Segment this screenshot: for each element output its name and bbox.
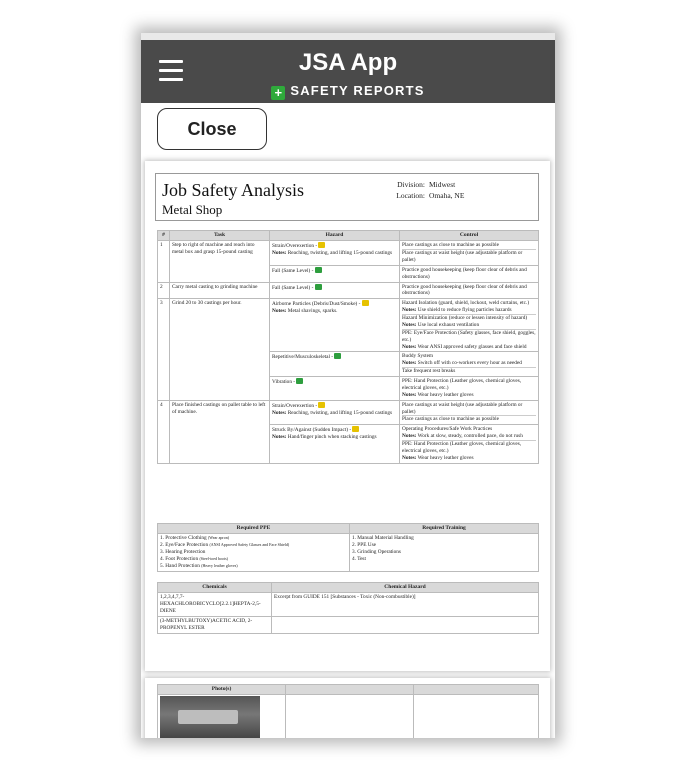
division-row: Division: Midwest [397, 180, 456, 189]
brand-text: SAFETY REPORTS [290, 83, 425, 98]
col-header: Chemical Hazard [272, 583, 539, 593]
table-row: 4 Place finished castings on pallet table to left of machine. Strain/Overexertion - Notes: Reaching, twisting, and lifting 15-pound castings Place castings at waist height (use adjustable platform or pallet) Place castings as close to machine as possible [158, 400, 539, 425]
document-title: Job Safety Analysis [162, 180, 304, 200]
app-title: JSA App [298, 49, 398, 76]
risk-badge [334, 353, 341, 359]
location-row: Location: Omaha, NE [396, 191, 465, 200]
col-header: Chemicals [158, 583, 272, 593]
list-item: 4. Foot Protection (Steel-toed boots) [160, 555, 228, 562]
brand-logo [141, 83, 555, 100]
table-row: Repetitive/Musculoskeletal - Buddy System Notes: Switch off with co-workers every hour as needed Take frequent rest breaks [158, 352, 539, 377]
table-row: (3-METHYLBUTOXY)ACETIC ACID, 2-PROPENYL ESTER [158, 616, 539, 633]
table-row: 2 Carry metal casting to grinding machine Fall (Same Level) - Practice good housekeeping (keep floor clear of debris and obstructions) [158, 282, 539, 299]
list-item: 4. Test [352, 555, 366, 562]
table-row: Fall (Same Level) - Practice good housekeeping (keep floor clear of debris and obstructions) [158, 265, 539, 282]
document-header [155, 173, 539, 221]
photo-thumbnail[interactable] [160, 696, 260, 738]
table-row: 1 Step to right of machine and reach into metal box and grasp 15-pound casting Strain/Overexertion - Notes: Reaching, twisting, and lifting 15-pound castings Place castings as close to machine as possible Place castings at waist height (use adjustable platform or pallet) [158, 241, 539, 266]
status-bar [141, 33, 555, 40]
photos-table [157, 684, 539, 738]
phone-screen [141, 33, 555, 738]
app-header [141, 40, 555, 103]
risk-badge [315, 284, 322, 290]
document-page [145, 678, 550, 738]
table-row: Vibration - PPE: Hand Protection (Leather gloves, chemical gloves, electrical gloves, etc.) Notes: Wear heavy leather gloves [158, 377, 539, 401]
list-item: 3. Hearing Protection [160, 548, 206, 555]
risk-badge [318, 242, 325, 248]
close-button[interactable]: Close [157, 108, 267, 150]
division-value: Midwest [429, 180, 456, 189]
jsa-table [157, 230, 539, 464]
location-value: Omaha, NE [429, 191, 465, 200]
col-header: Control [400, 231, 539, 241]
col-header: Task [170, 231, 270, 241]
list-item: 2. Eye/Face Protection (ANSI Approved Safety Glasses and Face Shield) [160, 542, 290, 549]
training-header: Required Training [350, 524, 539, 534]
list-item: 1. Protective Clothing (Wear apron) [160, 535, 230, 542]
document-page [145, 161, 550, 671]
table-row: 3 Grind 20 to 30 castings per hour. Airborne Particles (Debris/Dust/Smoke) - Notes: Metal shavings, sparks. Hazard Isolation (guard, shield, lockout, weld curtains, etc.) Notes: Use shield to reduce flying particles hazards Hazard Minimization (reduce or lessen intensity of hazard) Notes: Use local exhaust ventilation PPE: Eye/Face Protection (Safety glasses, face shield, goggles, etc.) Notes: Wear ANSI approved safety glasses and face shield [158, 299, 539, 352]
col-header: # [158, 231, 170, 241]
risk-badge [296, 378, 303, 384]
ppe-training-table [157, 523, 539, 572]
photos-header: Photo(s) [158, 685, 286, 695]
risk-badge [318, 402, 325, 408]
list-item: 3. Grinding Operations [352, 548, 401, 555]
plus-icon: + [271, 86, 285, 100]
risk-badge [362, 300, 369, 306]
document-subtitle: Metal Shop [162, 202, 223, 217]
list-item: 5. Hand Protection (Heavy leather gloves) [160, 562, 238, 569]
col-header: Hazard [270, 231, 400, 241]
table-row [158, 534, 539, 571]
table-row [158, 695, 539, 738]
table-row: 1,2,3,4,7,7-HEXACHLOROBICYCLO[2.2.1]HEPTA-2,5-DIENE Excerpt from GUIDE 151 [Substances - Toxic (Non-combustible)] [158, 593, 539, 617]
list-item: 2. PPE Use [352, 542, 376, 549]
risk-badge [352, 426, 359, 432]
risk-badge [315, 267, 322, 273]
ppe-header: Required PPE [158, 524, 350, 534]
list-item: 1. Manual Material Handling [352, 535, 414, 542]
chemicals-table [157, 582, 539, 634]
table-row: Struck By/Against (Sudden Impact) - Notes: Hand/finger pinch when stacking castings Operating Procedures/Safe Work Practices Notes: Work at slow, steady, controlled pace, do not rush PPE: Hand Protection (Leather gloves, chemical gloves, electrical gloves, etc.) Notes: Wear heavy leather gloves [158, 425, 539, 463]
